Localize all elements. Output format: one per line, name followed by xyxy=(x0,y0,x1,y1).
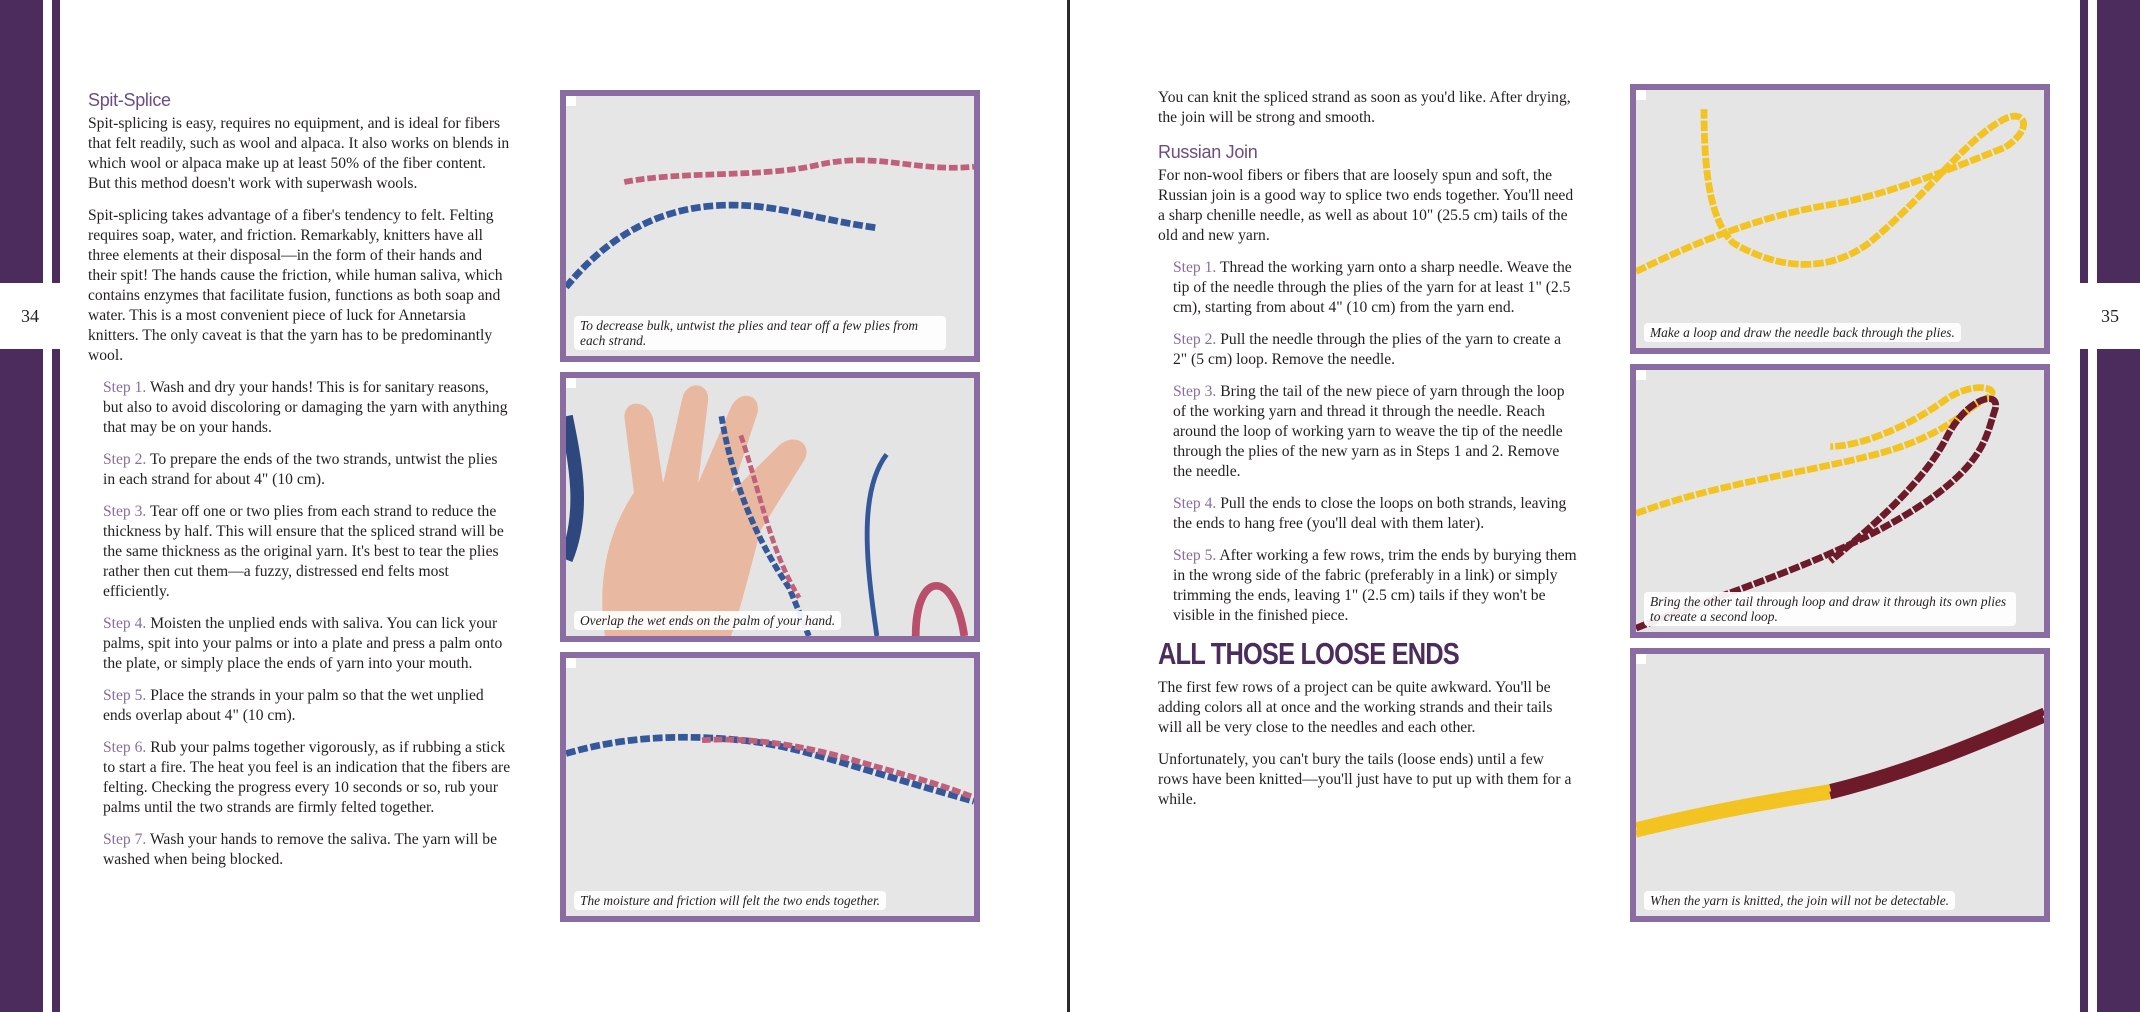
step-text: Wash and dry your hands! This is for sanitary reasons, but also to avoid discoloring or damaging the yarn with anything that may be on your hands. xyxy=(103,379,508,436)
step-text: To prepare the ends of the two strands, untwist the plies in each strand for about 4" (10 cm). xyxy=(103,451,498,488)
step-text: Tear off one or two plies from each strand to reduce the thickness by half. This will ensure that the spliced strand will be the same thickness as the original yarn. It's best to tear the plies rather then cut them—a fuzzy, distressed end felts most efficiently. xyxy=(103,503,504,600)
right-paragraph-2: The first few rows of a project can be quite awkward. You'll be adding colors all at once and the working strands and their tails will all be very close to the needles and each other. xyxy=(1158,679,1553,736)
step-label: Step 1. xyxy=(1173,259,1217,276)
yarn-illustration xyxy=(1636,654,2044,916)
step-label: Step 6. xyxy=(103,739,147,756)
right-intro: You can knit the spliced strand as soon as you'd like. After drying, the join will be strong and smooth. xyxy=(1158,89,1571,126)
step-text: Rub your palms together vigorously, as if rubbing a stick to start a fire. The heat you feel is an indication that the fibers are felting. Checking the progress every 10 seconds or so, rub your palms until the two strands are firmly felted together. xyxy=(103,739,511,816)
right-step-2 xyxy=(1173,330,1578,370)
caption-6: When the yarn is knitted, the join will not be detectable. xyxy=(1644,891,1955,910)
left-text-column xyxy=(88,90,512,882)
right-text-column xyxy=(1158,88,1578,822)
caption-2: Overlap the wet ends on the palm of your hand. xyxy=(574,611,841,630)
step-text: Pull the needle through the plies of the yarn to create a 2" (5 cm) loop. Remove the needle. xyxy=(1173,331,1562,368)
left-step-3 xyxy=(103,502,512,602)
heading-spit-splice: Spit-Splice xyxy=(88,90,171,110)
yarn-illustration xyxy=(1636,90,2044,348)
step-label: Step 3. xyxy=(1173,383,1217,400)
right-step-4 xyxy=(1173,494,1578,534)
right-page-edge-band xyxy=(2097,0,2140,1012)
section-title-loose-ends: ALL THOSE LOOSE ENDS xyxy=(1158,636,1459,671)
left-step-1 xyxy=(103,378,512,438)
right-step-5 xyxy=(1173,546,1578,626)
photo-knitted-join xyxy=(1630,648,2050,922)
step-text: Pull the ends to close the loops on both strands, leaving the ends to hang free (you'll deal with them later). xyxy=(1173,495,1567,532)
heading-russian-join: Russian Join xyxy=(1158,142,1258,162)
photo-make-loop xyxy=(1630,84,2050,354)
step-label: Step 3. xyxy=(103,503,147,520)
photo-felted-join xyxy=(560,652,980,922)
left-page-edge-band xyxy=(0,0,43,1012)
left-paragraph-1: Spit-splicing is easy, requires no equipment, and is ideal for fibers that felt readily, such as wool and alpaca. It also works on blends in which wool or alpaca make up at least 50% of the fiber content. But this method doesn't work with superwash wools. xyxy=(88,115,510,192)
left-step-6 xyxy=(103,738,512,818)
photo-hand-overlap xyxy=(560,372,980,642)
left-step-2 xyxy=(103,450,512,490)
step-text: Wash your hands to remove the saliva. The yarn will be washed when being blocked. xyxy=(103,831,498,868)
right-page-edge-stripe xyxy=(2080,0,2088,1012)
step-text: Bring the tail of the new piece of yarn through the loop of the working yarn and thread it through the needle. Reach around the loop of working yarn to weave the tip of the needle through the plies of the new yarn as in Steps 1 and 2. Remove the needle. xyxy=(1173,383,1565,480)
right-step-1 xyxy=(1173,258,1578,318)
left-page-edge-stripe xyxy=(52,0,60,1012)
hand-illustration xyxy=(566,378,974,636)
left-step-5 xyxy=(103,686,512,726)
yarn-illustration xyxy=(566,658,974,916)
step-label: Step 5. xyxy=(1173,547,1217,564)
right-paragraph-1: For non-wool fibers or fibers that are loosely spun and soft, the Russian join is a good way to splice two ends together. You'll need a sharp chenille needle, as well as about 10" (25.5 cm) tails of the old and new yarn. xyxy=(1158,167,1574,244)
step-label: Step 2. xyxy=(1173,331,1217,348)
caption-4: Make a loop and draw the needle back through the plies. xyxy=(1644,323,1961,342)
page-number-right: 35 xyxy=(2080,283,2140,349)
photo-second-loop xyxy=(1630,364,2050,638)
right-step-3 xyxy=(1173,382,1578,482)
step-label: Step 4. xyxy=(103,615,147,632)
step-label: Step 7. xyxy=(103,831,147,848)
step-label: Step 4. xyxy=(1173,495,1217,512)
step-label: Step 1. xyxy=(103,379,147,396)
step-text: Thread the working yarn onto a sharp needle. Weave the tip of the needle through the plies of the yarn for at least 1" (2.5 cm), starting from about 4" (10 cm) from the yarn end. xyxy=(1173,259,1572,316)
photo-untwisted-plies xyxy=(560,90,980,362)
caption-3: The moisture and friction will felt the two ends together. xyxy=(574,891,886,910)
caption-5: Bring the other tail through loop and draw it through its own plies to create a second loop. xyxy=(1644,592,2016,626)
caption-1: To decrease bulk, untwist the plies and tear off a few plies from each strand. xyxy=(574,316,946,350)
step-text: After working a few rows, trim the ends by burying them in the wrong side of the fabric (preferably in a link) or simply trimming the ends, leaving 1" (2.5 cm) tails if they won't be visible in the finished piece. xyxy=(1173,547,1577,624)
right-paragraph-3: Unfortunately, you can't bury the tails (loose ends) until a few rows have been knitted—you'll just have to put up with them for a while. xyxy=(1158,751,1572,808)
left-step-4 xyxy=(103,614,512,674)
page-gutter xyxy=(1067,0,1070,1012)
page-number-left: 34 xyxy=(0,283,60,349)
step-label: Step 5. xyxy=(103,687,147,704)
step-text: Moisten the unplied ends with saliva. You can lick your palms, spit into your palms or into a plate and press a palm onto the plate, or simply place the ends of yarn into your mouth. xyxy=(103,615,503,672)
step-text: Place the strands in your palm so that the wet unplied ends overlap about 4" (10 cm). xyxy=(103,687,484,724)
step-label: Step 2. xyxy=(103,451,147,468)
left-step-7 xyxy=(103,830,512,870)
left-paragraph-2: Spit-splicing takes advantage of a fiber's tendency to felt. Felting requires soap, water, and friction. Remarkably, knitters have all three elements at their disposal—in the form of their hands and their spit! The hands cause the friction, while human saliva, which contains enzymes that facilitate fusion, functions as both soap and water. This is a most convenient piece of luck for Annetarsia knitters. The only caveat is that the yarn has to be predominantly wool. xyxy=(88,207,503,364)
